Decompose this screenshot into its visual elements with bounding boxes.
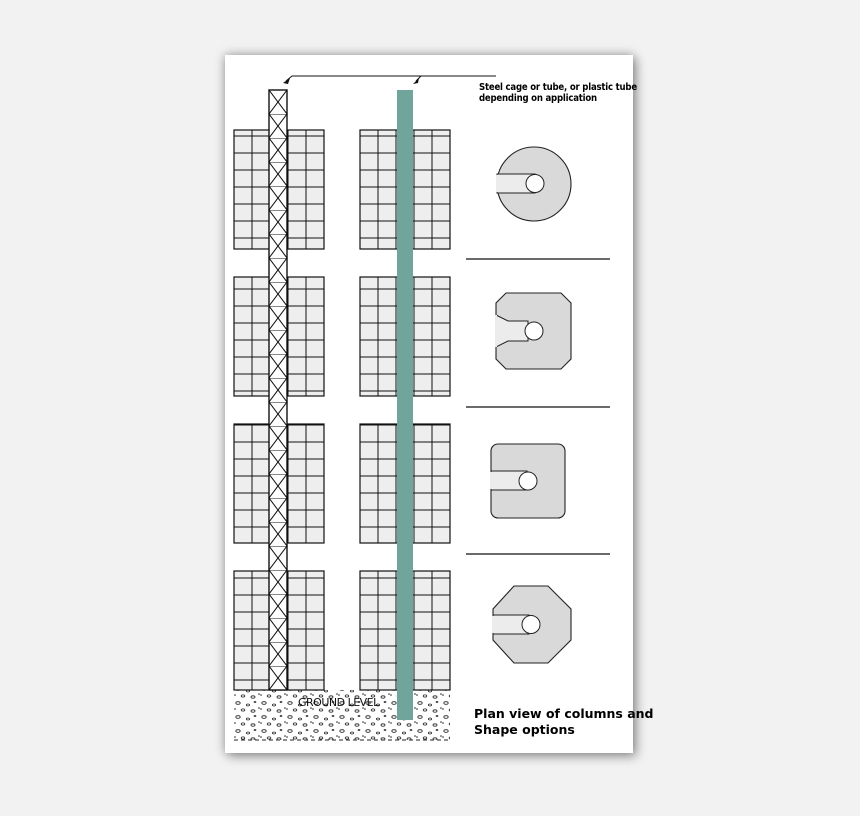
- caption: [474, 706, 654, 738]
- ground-level-label: GROUND LEVEL: [298, 696, 379, 709]
- callout-leader: [283, 76, 496, 84]
- shape-octagon-icon: [493, 586, 571, 663]
- steel-cage: [269, 90, 287, 690]
- callout-line-2: depending on application: [479, 93, 597, 104]
- tube: [397, 90, 413, 720]
- callout-label: [479, 82, 637, 104]
- callout-line-1: Steel cage or tube, or plastic tube: [479, 82, 637, 93]
- caption-line-2: Shape options: [474, 722, 575, 737]
- shape-circle-icon: [496, 147, 571, 221]
- shape-rounded-square-icon: [491, 444, 565, 518]
- shape-chamfered-square-icon: [496, 293, 571, 369]
- caption-line-1: Plan view of columns and: [474, 706, 654, 721]
